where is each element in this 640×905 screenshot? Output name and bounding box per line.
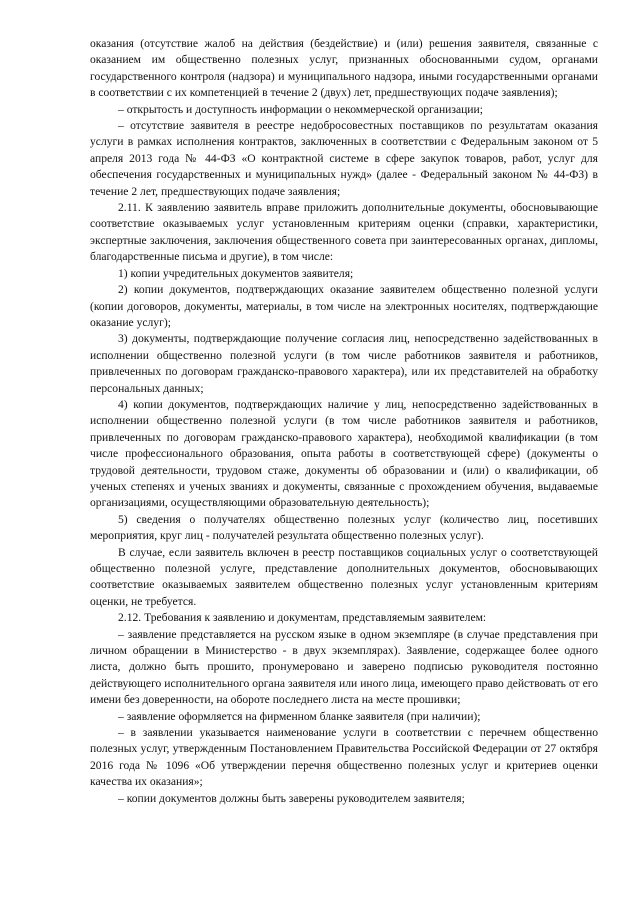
requirement-certified-copies: – копии документов должны быть заверены руководителем заявителя;	[118, 791, 465, 805]
paragraph-registry: – отсутствие заявителя в реестре недобросовестных поставщиков по результатам оказания услуги в рамках исполнения контрактов, заключенных в соответствии с Федеральным законом от 5 апреля 2013 года № 44-ФЗ «О контрактной системе в сфере закупок товаров, работ, услуг для обеспечения государственных и муниципальных нужд» (далее - Федеральный законом № 44-ФЗ) в течение 2 лет, предшествующих подаче заявления;	[90, 119, 598, 198]
paragraph-2-12: 2.12. Требования к заявлению и документам, представляемым заявителем:	[118, 611, 487, 625]
requirement-letterhead: – заявление оформляется на фирменном бланке заявителя (при наличии);	[118, 709, 481, 723]
requirement-language: – заявление представляется на русском языке в одном экземпляре (в случае представления при личном обращении в Министерство - в двух экземплярах). Заявление, содержащее более одного листа, должно быть прошито, пронумеровано и заверено подписью руководителя постоянно действующего исполнительного органа заявителя или иного лица, имеющего право действовать от его имени без доверенности, на обороте последнего листа на месте прошивки;	[90, 627, 598, 707]
list-item-4: 4) копии документов, подтверждающих наличие у лиц, непосредственно задействованных в исполнении общественно полезной услуги (в том числе работников заявителя и работников, привлеченных по договорам гражданско-правового характера), необходимой квалификации (в том числе профессионального образования, опыта работы в соответствующей сфере) (документы о трудовой деятельности, трудовом стаже, документы об образовании и (или) о квалификации, об ученых степенях и ученых званиях и документы, связанные с прохождением обучения, выдаваемые организациями, осуществляющими образовательную деятельность);	[90, 397, 598, 510]
list-item-5: 5) сведения о получателях общественно полезных услуг (количество лиц, посетивших мероприятия, круг лиц - получателей результата общественно полезных услуг).	[90, 512, 598, 543]
list-item-2: 2) копии документов, подтверждающих оказание заявителем общественно полезной услуги (копии договоров, документы, материалы, в том числе на электронных носителях, подтверждающие оказание услуг);	[90, 283, 598, 329]
paragraph-registry-exemption: В случае, если заявитель включен в реестр поставщиков социальных услуг о соответствующей общественно полезной услуге, представление дополнительных документов, обосновывающих соответствие оказываемых заявителем общественно полезных услуг установленным критериям оценки, не требуется.	[90, 545, 598, 608]
paragraph-continuation: оказания (отсутствие жалоб на действия (бездействие) и (или) решения заявителя, связанные с оказанием им общественно полезных услуг, признанных обоснованными судом, органами государственного контроля (надзора) и муниципального надзора, иными государственными органами в соответствии с их компетенцией в течение 2 (двух) лет, предшествующих подаче заявления);	[90, 37, 598, 100]
list-item-3: 3) документы, подтверждающие получение согласия лиц, непосредственно задействованных в исполнении общественно полезной услуги (в том числе работников заявителя и работников, привлеченных по договорам гражданско-правового характера), или их представителей на обработку персональных данных;	[90, 332, 598, 395]
paragraph-openness: – открытость и доступность информации о некоммерческой организации;	[118, 102, 483, 116]
list-item-1: 1) копии учредительных документов заявителя;	[118, 266, 354, 280]
document-page	[90, 36, 598, 807]
requirement-service-name: – в заявлении указывается наименование услуги в соответствии с перечнем общественно полезных услуг, утвержденным Постановлением Правительства Российской Федерации от 27 октября 2016 года № 1096 «Об утверждении перечня общественно полезных услуг и критериев оценки качества их оказания»;	[90, 726, 598, 789]
paragraph-2-11: 2.11. К заявлению заявитель вправе приложить дополнительные документы, обосновывающие соответствие оказываемых услуг установленным критериям оценки (справки, характеристики, экспертные заключения, заключения общественного совета при заинтересованных органах, дипломы, благодарственные письма и другие), в том числе:	[90, 201, 598, 264]
